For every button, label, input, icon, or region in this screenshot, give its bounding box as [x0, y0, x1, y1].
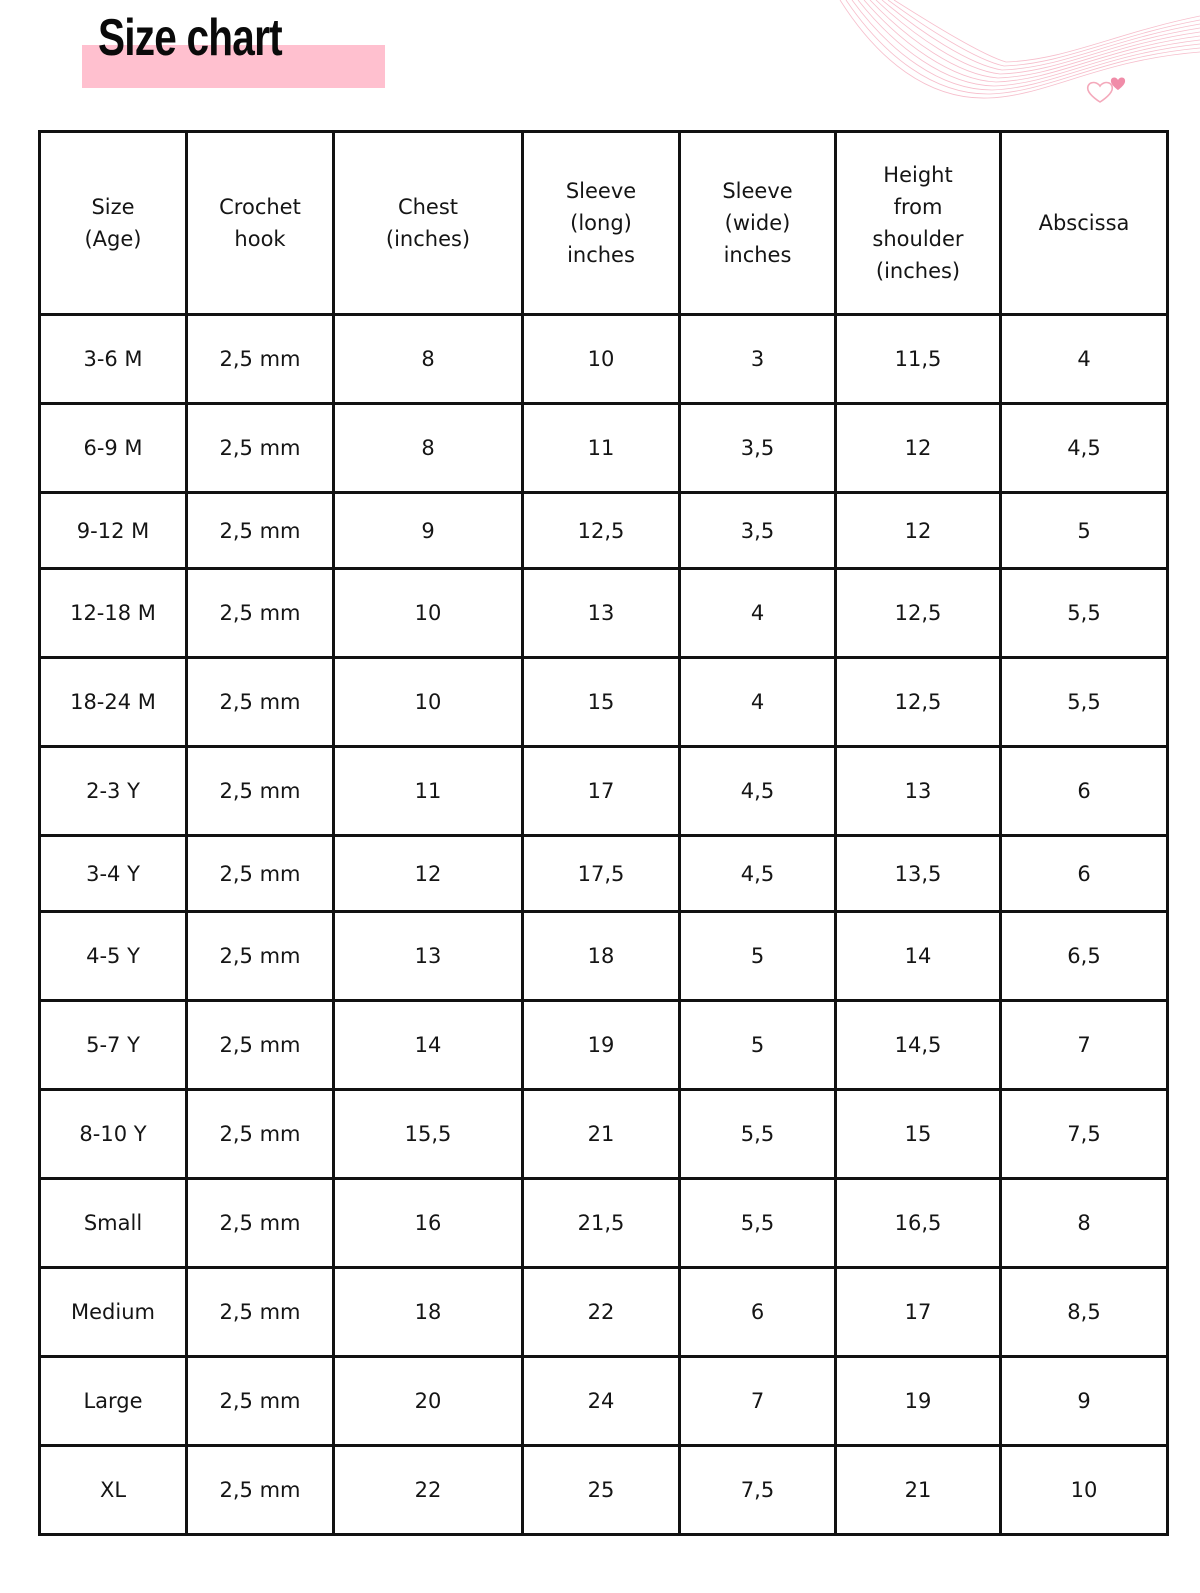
- cell-chest: 12: [334, 836, 523, 912]
- cell-abscissa: 6,5: [1001, 912, 1168, 1001]
- cell-chest: 8: [334, 315, 523, 404]
- cell-crochet-hook: 2,5 mm: [187, 315, 334, 404]
- cell-sleeve-wide: 3: [680, 315, 836, 404]
- table-row: [40, 1179, 1168, 1268]
- cell-abscissa: 5: [1001, 493, 1168, 569]
- cell-crochet-hook: 2,5 mm: [187, 493, 334, 569]
- cell-chest: 16: [334, 1179, 523, 1268]
- header-chest: Chest (inches): [334, 132, 523, 315]
- cell-height-from-shoulder: 14: [836, 912, 1001, 1001]
- table-row: [40, 1446, 1168, 1535]
- cell-chest: 20: [334, 1357, 523, 1446]
- cell-abscissa: 8: [1001, 1179, 1168, 1268]
- cell-height-from-shoulder: 13: [836, 747, 1001, 836]
- cell-abscissa: 4: [1001, 315, 1168, 404]
- header-sleeve-long: Sleeve (long) inches: [523, 132, 680, 315]
- cell-chest: 22: [334, 1446, 523, 1535]
- table-row: [40, 569, 1168, 658]
- cell-sleeve-wide: 7: [680, 1357, 836, 1446]
- cell-sleeve-long: 19: [523, 1001, 680, 1090]
- cell-chest: 14: [334, 1001, 523, 1090]
- header-height-from-shoulder: Height from shoulder (inches): [836, 132, 1001, 315]
- cell-crochet-hook: 2,5 mm: [187, 747, 334, 836]
- table-row: [40, 315, 1168, 404]
- table-body: [40, 315, 1168, 1535]
- cell-sleeve-long: 12,5: [523, 493, 680, 569]
- cell-crochet-hook: 2,5 mm: [187, 1446, 334, 1535]
- cell-sleeve-long: 21: [523, 1090, 680, 1179]
- cell-size-age: 18-24 M: [40, 658, 187, 747]
- cell-abscissa: 7: [1001, 1001, 1168, 1090]
- cell-sleeve-wide: 4,5: [680, 747, 836, 836]
- cell-sleeve-long: 10: [523, 315, 680, 404]
- cell-sleeve-wide: 4: [680, 569, 836, 658]
- cell-crochet-hook: 2,5 mm: [187, 1001, 334, 1090]
- cell-size-age: Medium: [40, 1268, 187, 1357]
- table-row: [40, 404, 1168, 493]
- cell-crochet-hook: 2,5 mm: [187, 836, 334, 912]
- cell-abscissa: 5,5: [1001, 569, 1168, 658]
- cell-height-from-shoulder: 12: [836, 493, 1001, 569]
- cell-abscissa: 5,5: [1001, 658, 1168, 747]
- table-row: [40, 747, 1168, 836]
- cell-chest: 18: [334, 1268, 523, 1357]
- cell-size-age: 2-3 Y: [40, 747, 187, 836]
- cell-abscissa: 4,5: [1001, 404, 1168, 493]
- cell-sleeve-long: 11: [523, 404, 680, 493]
- cell-crochet-hook: 2,5 mm: [187, 569, 334, 658]
- cell-sleeve-long: 24: [523, 1357, 680, 1446]
- cell-size-age: 5-7 Y: [40, 1001, 187, 1090]
- cell-sleeve-wide: 5,5: [680, 1179, 836, 1268]
- table-row: [40, 1090, 1168, 1179]
- cell-height-from-shoulder: 17: [836, 1268, 1001, 1357]
- cell-size-age: 12-18 M: [40, 569, 187, 658]
- cell-chest: 9: [334, 493, 523, 569]
- table-row: [40, 1001, 1168, 1090]
- cell-abscissa: 7,5: [1001, 1090, 1168, 1179]
- cell-sleeve-long: 25: [523, 1446, 680, 1535]
- header-sleeve-wide: Sleeve (wide) inches: [680, 132, 836, 315]
- cell-crochet-hook: 2,5 mm: [187, 912, 334, 1001]
- cell-sleeve-long: 15: [523, 658, 680, 747]
- cell-crochet-hook: 2,5 mm: [187, 658, 334, 747]
- cell-sleeve-wide: 5,5: [680, 1090, 836, 1179]
- cell-sleeve-wide: 4,5: [680, 836, 836, 912]
- cell-size-age: 3-4 Y: [40, 836, 187, 912]
- table-row: [40, 836, 1168, 912]
- cell-sleeve-wide: 5: [680, 1001, 836, 1090]
- page-title: Size chart: [98, 9, 282, 67]
- table-row: [40, 658, 1168, 747]
- cell-sleeve-long: 21,5: [523, 1179, 680, 1268]
- cell-height-from-shoulder: 12: [836, 404, 1001, 493]
- cell-crochet-hook: 2,5 mm: [187, 1090, 334, 1179]
- cell-crochet-hook: 2,5 mm: [187, 1179, 334, 1268]
- cell-size-age: 8-10 Y: [40, 1090, 187, 1179]
- cell-height-from-shoulder: 11,5: [836, 315, 1001, 404]
- cell-chest: 11: [334, 747, 523, 836]
- header-abscissa: Abscissa: [1001, 132, 1168, 315]
- cell-sleeve-long: 13: [523, 569, 680, 658]
- cell-size-age: 9-12 M: [40, 493, 187, 569]
- cell-crochet-hook: 2,5 mm: [187, 1268, 334, 1357]
- cell-abscissa: 6: [1001, 747, 1168, 836]
- cell-sleeve-long: 17,5: [523, 836, 680, 912]
- cell-abscissa: 9: [1001, 1357, 1168, 1446]
- cell-chest: 13: [334, 912, 523, 1001]
- table-header-row: [40, 132, 1168, 315]
- cell-size-age: Large: [40, 1357, 187, 1446]
- header-size-age: Size (Age): [40, 132, 187, 315]
- cell-height-from-shoulder: 12,5: [836, 658, 1001, 747]
- cell-sleeve-wide: 7,5: [680, 1446, 836, 1535]
- table-row: [40, 1268, 1168, 1357]
- cell-abscissa: 6: [1001, 836, 1168, 912]
- cell-height-from-shoulder: 12,5: [836, 569, 1001, 658]
- header-crochet-hook: Crochet hook: [187, 132, 334, 315]
- cell-crochet-hook: 2,5 mm: [187, 1357, 334, 1446]
- table-row: [40, 493, 1168, 569]
- cell-sleeve-wide: 3,5: [680, 493, 836, 569]
- cell-abscissa: 8,5: [1001, 1268, 1168, 1357]
- cell-size-age: 3-6 M: [40, 315, 187, 404]
- title-block: [82, 0, 402, 92]
- cell-height-from-shoulder: 15: [836, 1090, 1001, 1179]
- hearts-wave-decoration-icon: [838, 0, 1200, 115]
- cell-chest: 8: [334, 404, 523, 493]
- cell-crochet-hook: 2,5 mm: [187, 404, 334, 493]
- cell-height-from-shoulder: 13,5: [836, 836, 1001, 912]
- cell-chest: 15,5: [334, 1090, 523, 1179]
- cell-abscissa: 10: [1001, 1446, 1168, 1535]
- cell-sleeve-long: 17: [523, 747, 680, 836]
- cell-chest: 10: [334, 658, 523, 747]
- cell-size-age: XL: [40, 1446, 187, 1535]
- table-row: [40, 912, 1168, 1001]
- cell-sleeve-wide: 6: [680, 1268, 836, 1357]
- cell-sleeve-long: 18: [523, 912, 680, 1001]
- cell-sleeve-wide: 4: [680, 658, 836, 747]
- cell-sleeve-wide: 5: [680, 912, 836, 1001]
- cell-sleeve-long: 22: [523, 1268, 680, 1357]
- cell-size-age: Small: [40, 1179, 187, 1268]
- table-row: [40, 1357, 1168, 1446]
- cell-size-age: 6-9 M: [40, 404, 187, 493]
- size-chart-table: [38, 130, 1169, 1536]
- cell-height-from-shoulder: 21: [836, 1446, 1001, 1535]
- cell-size-age: 4-5 Y: [40, 912, 187, 1001]
- cell-sleeve-wide: 3,5: [680, 404, 836, 493]
- cell-chest: 10: [334, 569, 523, 658]
- cell-height-from-shoulder: 16,5: [836, 1179, 1001, 1268]
- cell-height-from-shoulder: 14,5: [836, 1001, 1001, 1090]
- cell-height-from-shoulder: 19: [836, 1357, 1001, 1446]
